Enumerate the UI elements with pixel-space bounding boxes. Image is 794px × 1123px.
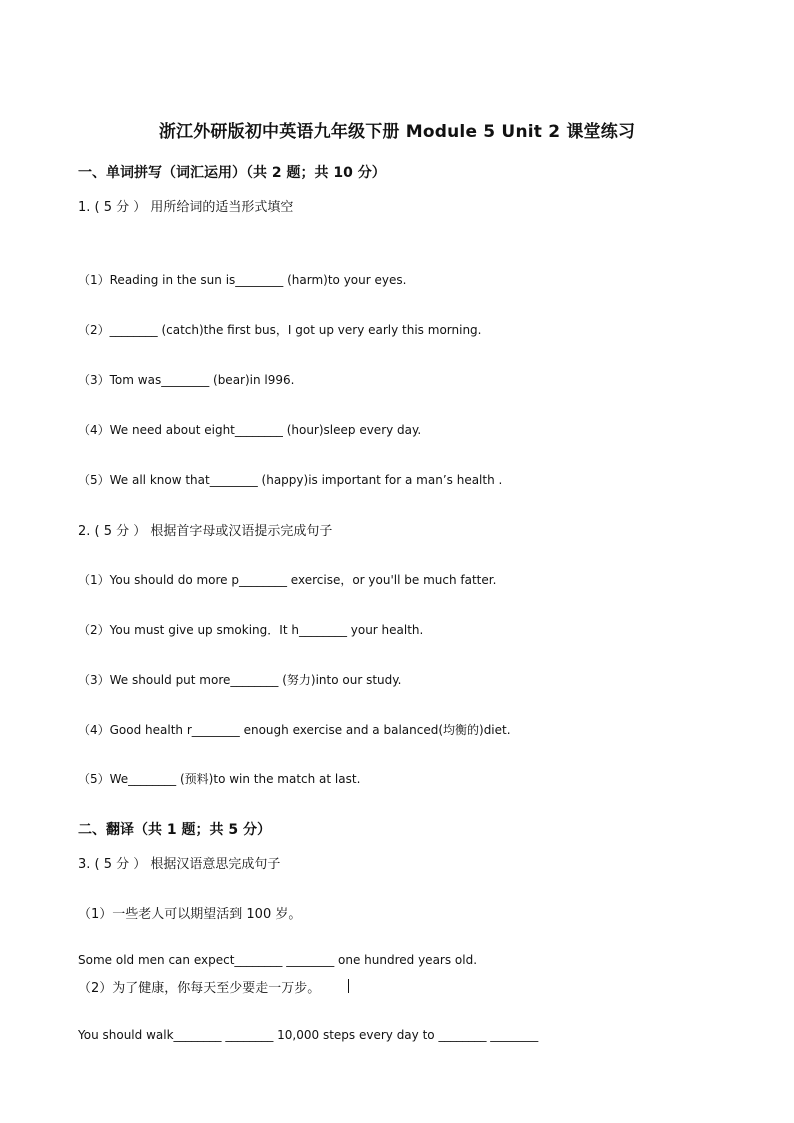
question-2-item-4: （4）Good health r________ enough exercise and a balanced(均衡的)diet. xyxy=(78,723,511,737)
question-1-item-5: （5）We all know that________ (happy)is important for a man’s health . xyxy=(78,473,503,487)
question-1-heading: 1. ( 5 分 ） 用所给词的适当形式填空 xyxy=(78,200,294,215)
question-3-item-2-chinese: （2）为了健康，你每天至少要走一万步。 xyxy=(78,981,321,996)
question-3-heading: 3. ( 5 分 ） 根据汉语意思完成句子 xyxy=(78,857,281,872)
question-2-item-2: （2）You must give up smoking．It h________ your health. xyxy=(78,623,424,637)
question-1-item-2: （2）________ (catch)the first bus，I got up very early this morning. xyxy=(78,323,482,337)
question-1-item-1: （1）Reading in the sun is________ (harm)to your eyes. xyxy=(78,273,407,287)
question-3-item-1-english: Some old men can expect________ ________ one hundred years old. xyxy=(78,953,478,967)
text-cursor xyxy=(348,979,349,993)
question-2-item-1: （1）You should do more p________ exercise，or you'll be much fatter. xyxy=(78,573,497,587)
question-3-item-2-english: You should walk________ ________ 10,000 steps every day to ________ ________ xyxy=(78,1028,539,1042)
question-3-item-1-chinese: （1）一些老人可以期望活到 100 岁。 xyxy=(78,907,302,922)
document-title: 浙江外研版初中英语九年级下册 Module 5 Unit 2 课堂练习 xyxy=(158,122,636,142)
question-2-item-3: （3）We should put more________ (努力)into our study. xyxy=(78,673,402,687)
question-1-item-4: （4）We need about eight________ (hour)sleep every day. xyxy=(78,423,422,437)
question-2-heading: 2. ( 5 分 ） 根据首字母或汉语提示完成句子 xyxy=(78,524,333,539)
question-2-item-5: （5）We________ (预料)to win the match at last. xyxy=(78,772,361,786)
section-heading-2: 二、翻译（共 1 题；共 5 分） xyxy=(78,822,271,838)
question-1-item-3: （3）Tom was________ (bear)in l996. xyxy=(78,373,295,387)
section-heading-1: 一、单词拼写（词汇运用）（共 2 题；共 10 分） xyxy=(78,165,386,181)
